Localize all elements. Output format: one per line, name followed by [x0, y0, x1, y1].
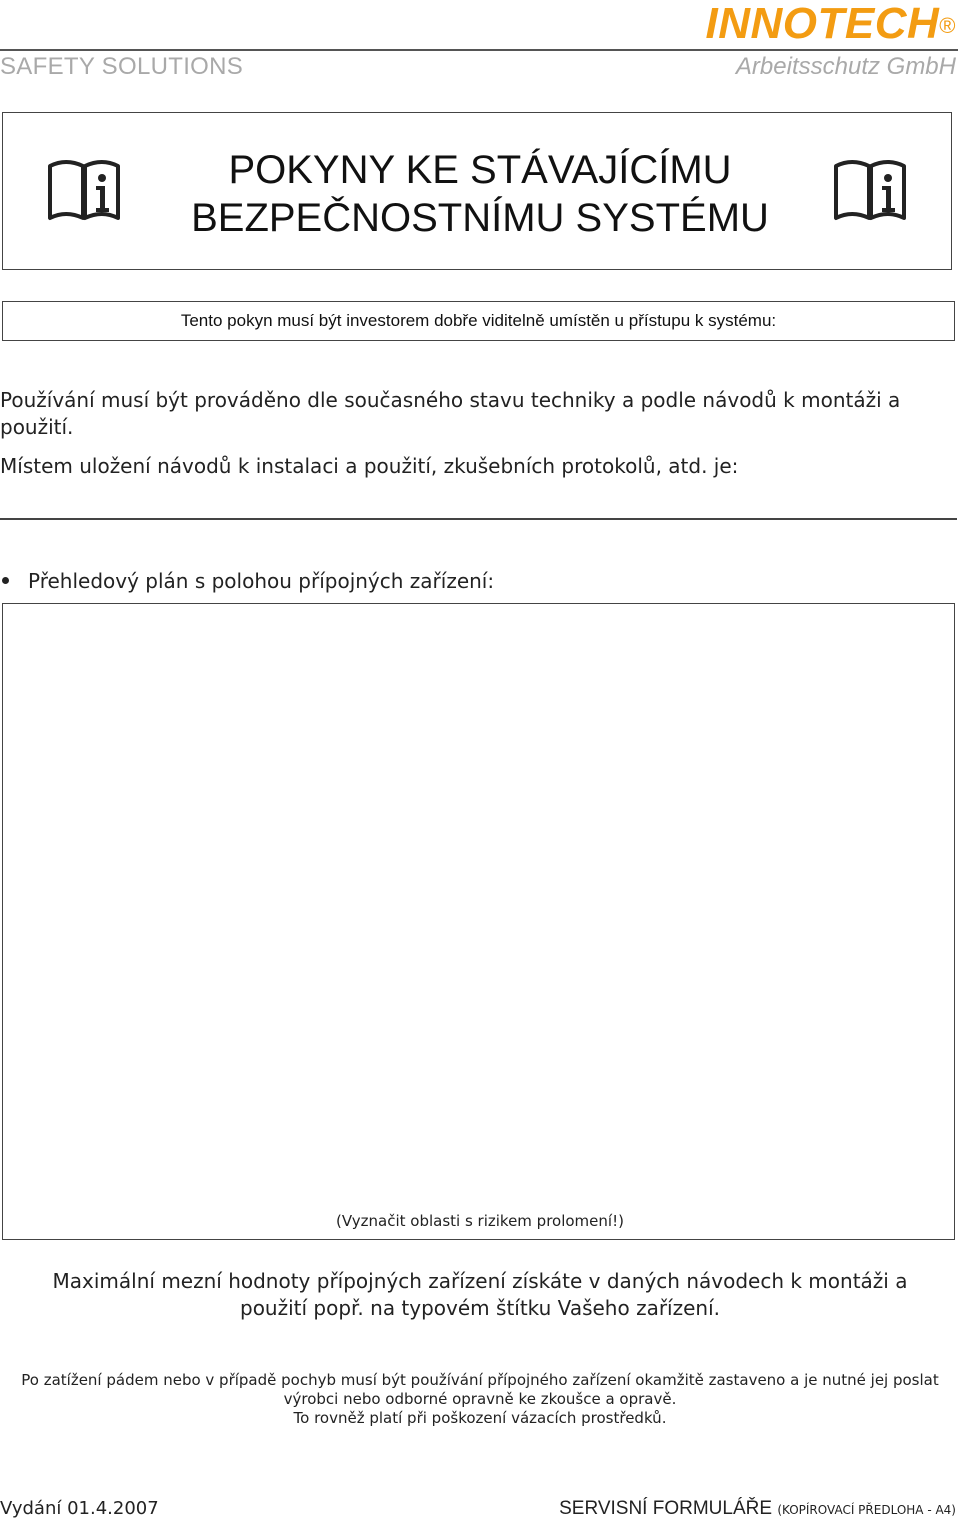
brand-name: INNOTECH: [705, 0, 940, 48]
max-values-text: Maximální mezní hodnoty přípojných zařízení získáte v daných návodech k montáži a použití popř. na typovém štítku Vašeho zařízení.: [52, 1269, 908, 1320]
title-line-2: BEZPEČNOSTNÍMU SYSTÉMU: [191, 196, 769, 240]
tagline-left: SAFETY SOLUTIONS: [0, 53, 244, 80]
storage-location-label: Místem uložení návodů k instalaci a použití, zkušebních protokolů, atd. je:: [0, 454, 739, 478]
fall-notice-line-2: To rovněž platí při poškození vázacích prostředků.: [293, 1409, 667, 1427]
storage-location-line: [0, 518, 957, 520]
fall-notice-line-1: Po zatížení pádem nebo v případě pochyb musí být používání přípojného zařízení okamžitě zastaveno a je nutné jej poslat výrobci nebo odborné opravně ke zkoušce a opravě.: [21, 1371, 939, 1408]
bullet-icon: [2, 577, 9, 584]
form-title: SERVISNÍ FORMULÁŘE: [559, 1498, 773, 1519]
brand-logo: [706, 0, 957, 48]
form-footer: [559, 1497, 956, 1522]
fall-notice: [0, 1371, 960, 1428]
plan-label: Přehledový plán s polohou přípojných zařízení:: [28, 569, 495, 593]
form-subtitle: (KOPÍROVACÍ PŘEDLOHA - A4): [777, 1503, 956, 1517]
plan-note: (Vyznačit oblasti s rizikem prolomení!): [336, 1212, 624, 1230]
header-divider: [0, 49, 958, 51]
title-line-1: POKYNY KE STÁVAJÍCÍMU: [228, 148, 732, 192]
issue-date: Vydání 01.4.2007: [0, 1498, 159, 1519]
notice-box: [2, 301, 955, 341]
notice-text: Tento pokyn musí být investorem dobře viditelně umístěn u přístupu k systému:: [180, 311, 777, 330]
page-title: [0, 146, 960, 242]
tagline-right: Arbeitsschutz GmbH: [735, 53, 956, 80]
plan-drawing-area: [2, 603, 955, 1240]
registered-mark: ®: [939, 13, 956, 38]
usage-paragraph: Používání musí být prováděno dle současného stavu techniky a podle návodů k montáži a použití.: [0, 388, 901, 439]
